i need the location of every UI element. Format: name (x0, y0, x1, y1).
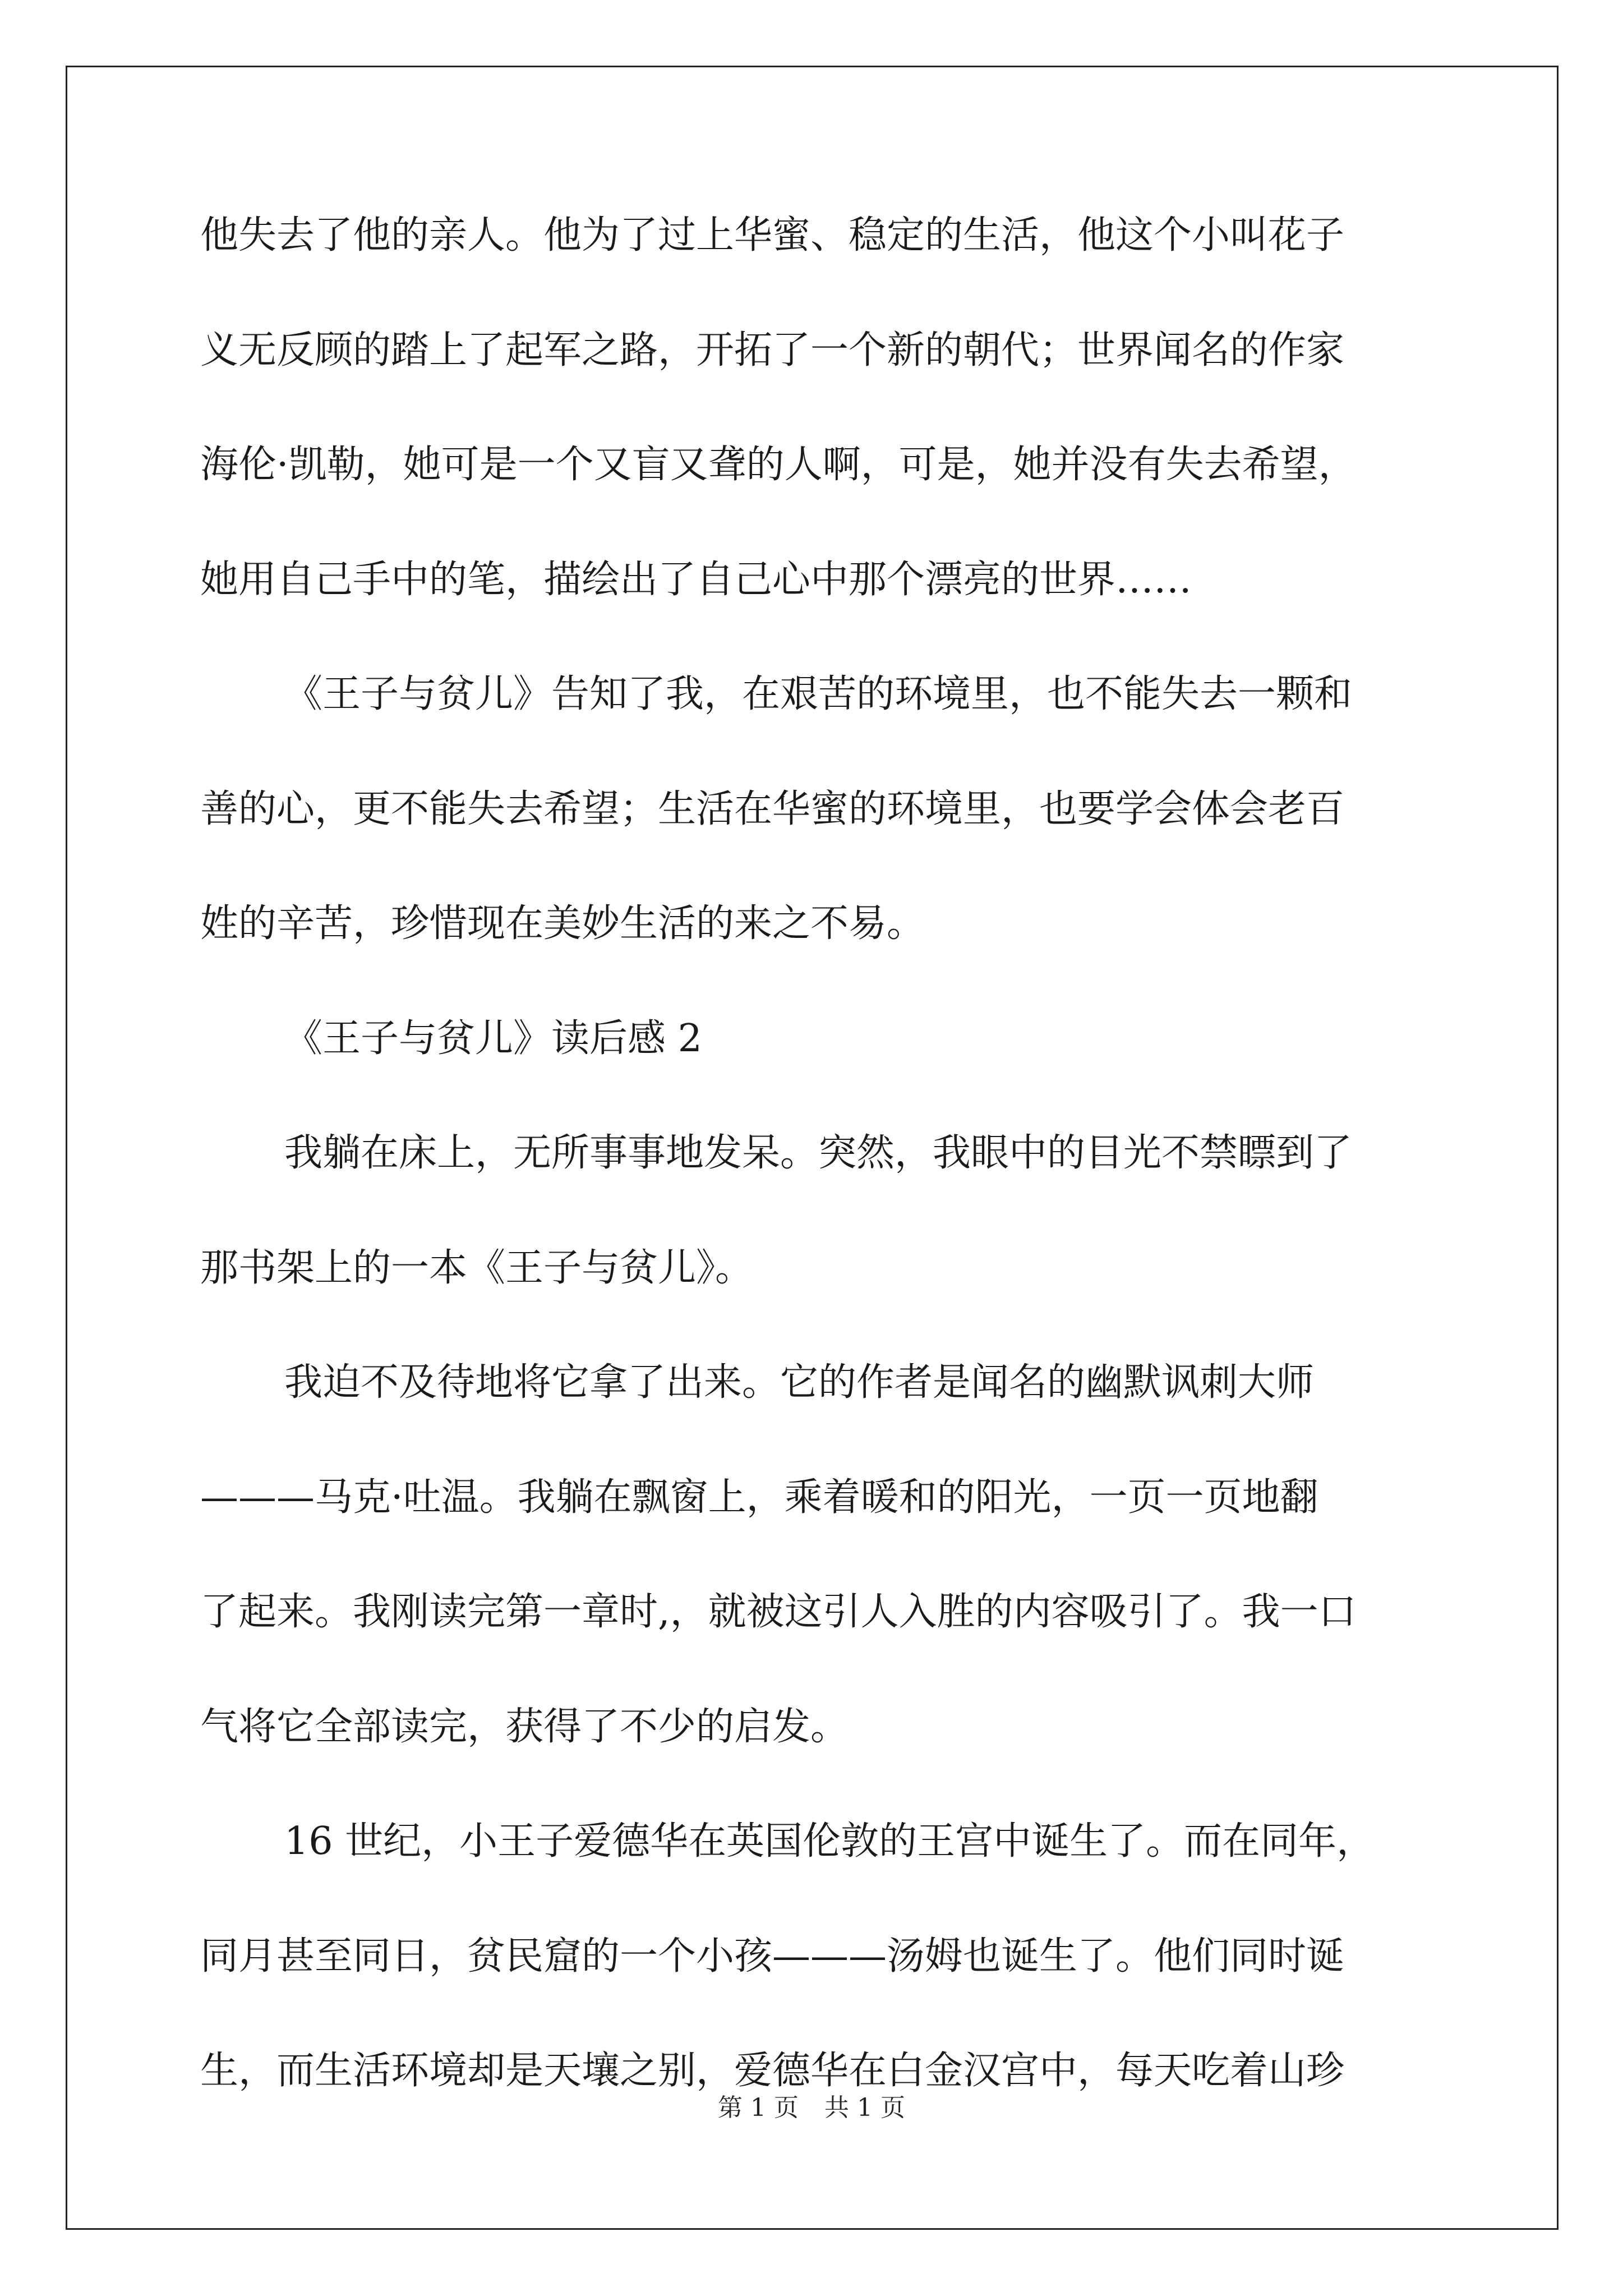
text-line: 我躺在床上，无所事事地发呆。突然，我眼中的目光不禁瞟到了 (284, 1131, 1353, 1175)
text-line: 同月甚至同日，贫民窟的一个小孩———汤姆也诞生了。他们同时诞 (200, 1934, 1345, 1978)
text-line: ———马克·吐温。我躺在飘窗上，乘着暖和的阳光，一页一页地翻 (200, 1475, 1318, 1520)
page-total: 共 1 页 (824, 2093, 905, 2122)
text-line: 生，而生活环境却是天壤之别，爱德华在白金汉宫中，每天吃着山珍 (200, 2049, 1345, 2093)
text-line: 海伦·凯勒，她可是一个又盲又聋的人啊，可是，她并没有失去希望， (200, 443, 1357, 487)
document-body (200, 213, 1428, 2164)
text-line: 姓的辛苦，珍惜现在美妙生活的来之不易。 (200, 901, 925, 946)
text-line: 义无反顾的踏上了起军之路，开拓了一个新的朝代；世界闻名的作家 (200, 328, 1345, 372)
text-line: 她用自己手中的笔，描绘出了自己心中那个漂亮的世界…… (200, 557, 1192, 602)
text-line: 气将它全部读完，获得了不少的启发。 (200, 1704, 849, 1749)
text-line: 《王子与贫儿》告知了我，在艰苦的环境里，也不能失去一颗和 (284, 672, 1353, 716)
page-number: 第 1 页 (718, 2093, 799, 2122)
text-line: 他失去了他的亲人。他为了过上华蜜、稳定的生活，他这个小叫花子 (200, 213, 1345, 257)
text-line: 善的心，更不能失去希望；生活在华蜜的环境里，也要学会体会老百 (200, 786, 1345, 831)
page-footer (0, 2092, 1623, 2124)
text-line: 那书架上的一本《王子与贫儿》。 (200, 1245, 754, 1290)
text-line: 我迫不及待地将它拿了出来。它的作者是闻名的幽默讽刺大师 (284, 1360, 1315, 1405)
section-heading: 《王子与贫儿》读后感 2 (284, 1016, 702, 1061)
text-line: 了起来。我刚读完第一章时,，就被这引人入胜的内容吸引了。我一口 (200, 1590, 1357, 1634)
text-line: 16 世纪，小王子爱德华在英国伦敦的王宫中诞生了。而在同年， (284, 1819, 1375, 1864)
